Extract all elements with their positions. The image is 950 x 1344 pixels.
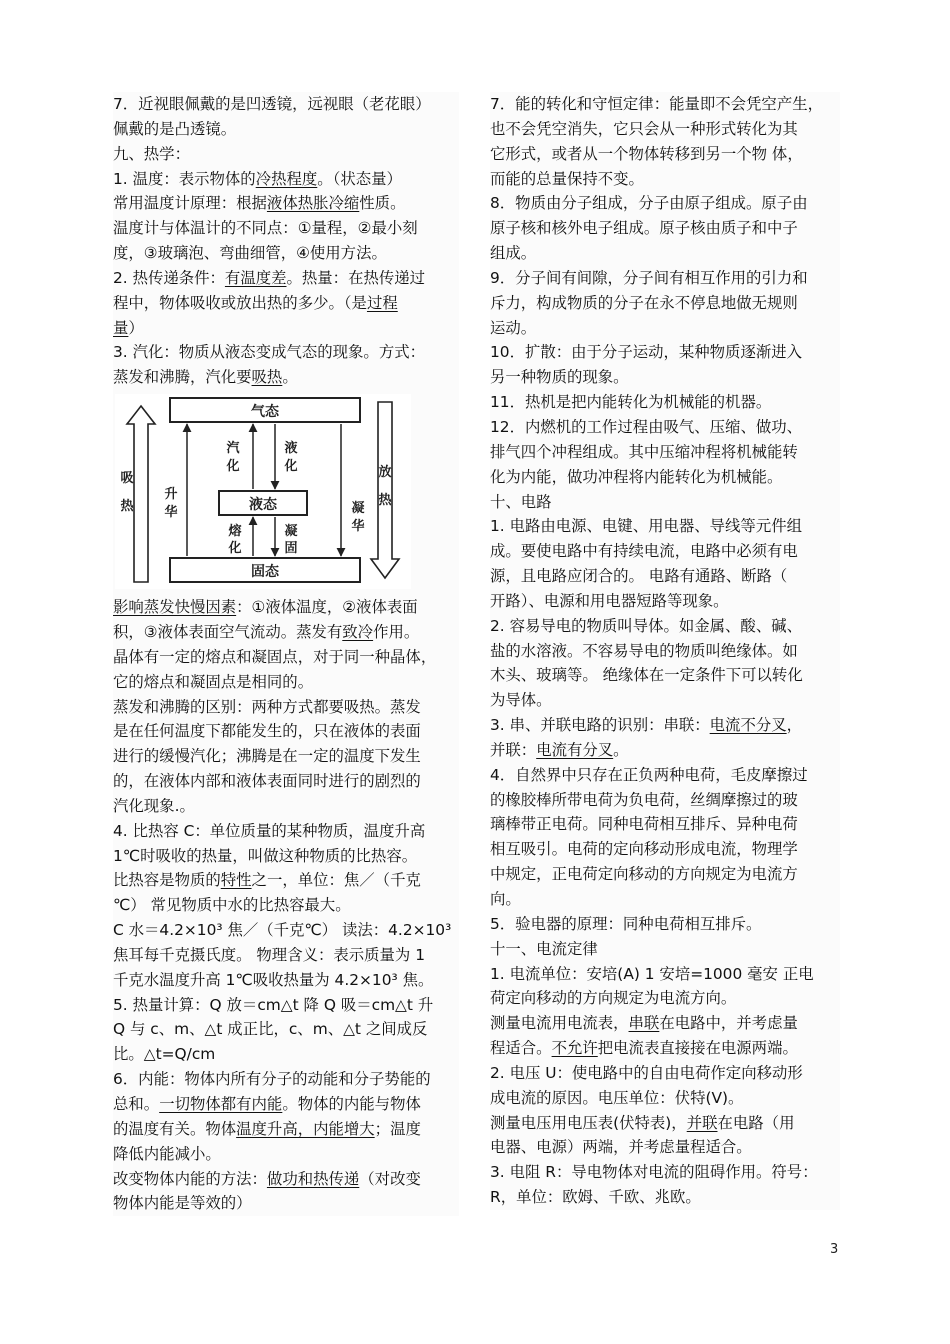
text-line	[490, 167, 840, 192]
gas-label: 气态	[251, 404, 279, 421]
para-7	[113, 92, 459, 142]
text-segment: 向。	[490, 890, 521, 908]
liquefy-char-1: 液	[284, 441, 298, 457]
underlined-text: 吸热	[251, 368, 283, 387]
text-segment: 的，在液体内部和液体表面同时进行的剧烈的	[113, 772, 421, 791]
text-line	[490, 365, 840, 390]
text-line	[113, 291, 459, 316]
text-segment: （对改变	[359, 1169, 421, 1188]
text-segment: 程适合。	[490, 1039, 552, 1058]
text-segment: 它的熔点和凝固点是相同的。	[113, 672, 314, 691]
text-line	[490, 191, 840, 216]
text-line	[490, 986, 840, 1011]
underlined-text: 过程	[366, 293, 398, 312]
text-segment: 降低内能减小。	[113, 1144, 221, 1163]
text-line	[113, 918, 459, 943]
text-segment: 进行的缓慢汽化；沸腾是在一定的温度下发生	[113, 747, 421, 766]
text-segment: 的橡胶棒所带电荷为负电荷，丝绸摩擦过的玻	[490, 790, 798, 809]
state-change-diagram-svg	[115, 394, 411, 589]
text-line	[113, 943, 459, 968]
text-segment: 它形式，或者从一个物体转移到另一个物 体，	[490, 144, 803, 163]
text-line	[113, 620, 459, 645]
text-line	[113, 191, 459, 216]
text-segment: 排气四个冲程组成。其中压缩冲程将机械能转	[490, 442, 798, 461]
text-line	[490, 514, 840, 539]
text-segment: 晶体有一定的熔点和凝固点，对于同一种晶体，	[113, 647, 437, 666]
text-segment: 比。△t=Q/cm	[113, 1045, 216, 1064]
text-segment: 8．物质由分子组成，分子由原子组成。原子由	[490, 194, 808, 213]
text-line	[490, 1061, 840, 1086]
underlined-text: 量	[113, 318, 129, 337]
text-segment: 测量电压用电压表(伏特表)，	[490, 1113, 687, 1132]
desublimate-char-1: 凝	[351, 501, 365, 517]
absorb-heat-arrow	[127, 406, 155, 582]
text-segment: 把电流表直接接在电源两端。	[597, 1039, 798, 1058]
melt-char-1: 熔	[228, 524, 242, 540]
text-segment: 在电路（用	[717, 1113, 795, 1132]
text-segment: 1. 温度：表示物体的	[113, 169, 256, 188]
text-segment: 成。要使电路中有持续电流，电路中必须有电	[490, 542, 798, 561]
text-segment: 3. 汽化：物质从液态变成气态的现象。方式：	[113, 343, 425, 362]
text-segment: C 水＝4.2×10³ 焦／（千克℃） 读法：4.2×10³	[113, 921, 452, 940]
text-segment: 盐的水溶液。不容易导电的物质叫绝缘体。如	[490, 641, 798, 660]
text-segment: 化为内能，做功冲程将内能转化为机械能。	[490, 467, 783, 486]
text-segment: 2. 热传递条件：	[113, 268, 225, 287]
text-line	[113, 1167, 459, 1192]
text-line	[113, 1092, 459, 1117]
text-segment: 。	[613, 740, 629, 759]
text-line	[113, 645, 459, 670]
release-char-1: 放	[378, 465, 392, 481]
text-segment: 璃棒带正电荷。同种电荷相互排斥、异种电荷	[490, 815, 798, 834]
text-line	[490, 688, 840, 713]
text-line	[113, 266, 459, 291]
underlined-text: 不允许	[551, 1039, 598, 1058]
text-segment: 佩戴的是凸透镜。	[113, 119, 237, 138]
text-segment: 9．分子间有间隙，分子间有相互作用的引力和	[490, 268, 808, 287]
text-line	[490, 639, 840, 664]
text-line	[490, 788, 840, 813]
text-segment: ℃） 常见物质中水的比热容最大。	[113, 896, 351, 915]
text-segment: 5．验电器的原理：同种电荷相互排斥。	[490, 914, 762, 933]
text-line	[490, 92, 840, 117]
underlined-text: 冷热程度	[255, 169, 318, 188]
text-line	[113, 1067, 459, 1092]
sublimate-char-1: 升	[164, 487, 178, 503]
text-line	[113, 1042, 459, 1067]
text-line	[113, 117, 459, 142]
text-segment: 测量电流用电流表，	[490, 1014, 629, 1033]
para-specific-heat	[113, 819, 459, 993]
text-segment: 10．扩散：由于分子运动，某种物质逐渐进入	[490, 343, 803, 362]
text-segment: 3. 电阻 R：导电物体对电流的阻碍作用。符号：	[490, 1163, 818, 1182]
text-line	[490, 937, 840, 962]
text-segment: 3. 串、并联电路的识别：串联：	[490, 716, 710, 735]
text-segment: ：①液体温度，②液体表面	[236, 598, 418, 617]
liquid-label: 液态	[249, 497, 277, 514]
page-number: 3	[830, 1242, 839, 1257]
text-segment: 之一，单位：焦／（千克	[251, 871, 421, 890]
text-line	[113, 744, 459, 769]
text-line	[113, 216, 459, 241]
heat-section-title: 九、热学：	[113, 144, 190, 163]
text-line	[490, 912, 840, 937]
text-segment: 12．内燃机的工作过程由吸气、压缩、做功、	[490, 417, 803, 436]
underlined-text: 致冷	[342, 622, 374, 641]
text-line	[113, 769, 459, 794]
underlined-text: 并联	[686, 1113, 718, 1132]
text-line	[490, 316, 840, 341]
text-segment: 源，且电路应闭合的。 电路有通路、断路（	[490, 567, 788, 586]
text-segment: 原子核和核外电子组成。原子核由质子和中子	[490, 219, 798, 238]
text-segment: 蒸发和沸腾的区别：两种方式都要吸热。蒸发	[113, 697, 421, 716]
para-evaporation	[113, 595, 459, 819]
text-segment: 组成。	[490, 244, 537, 263]
text-line	[490, 291, 840, 316]
text-segment: 焦耳每千克摄氏度。 物理含义：表示质量为 1	[113, 945, 425, 964]
text-segment: 7．近视眼佩戴的是凹透镜，远视眼（老花眼）	[113, 95, 431, 113]
text-segment: 蒸发和沸腾，汽化要	[113, 368, 252, 387]
absorb-char-1: 吸	[120, 471, 134, 487]
text-line	[490, 117, 840, 142]
solidify-char-1: 凝	[284, 524, 298, 540]
vaporize-char-1: 汽	[226, 441, 240, 457]
text-line	[490, 837, 840, 862]
text-line	[113, 819, 459, 844]
text-line	[490, 340, 840, 365]
text-segment: 开路）、电源和用电器短路等现象。	[490, 591, 729, 610]
text-line	[490, 812, 840, 837]
text-line	[490, 266, 840, 291]
solid-label: 固态	[251, 564, 279, 581]
text-line	[113, 968, 459, 993]
text-segment: Q 与 c、m、△t 成正比，c、m、△t 之间成反	[113, 1020, 428, 1039]
text-segment: 性质。	[359, 194, 406, 213]
text-segment: 4. 比热容 C：单位质量的某种物质，温度升高	[113, 821, 426, 840]
text-line	[490, 1111, 840, 1136]
text-segment: 。物体的内能与物体	[282, 1095, 421, 1113]
underlined-text: 串联	[628, 1014, 660, 1033]
text-segment: ，	[786, 716, 803, 735]
text-segment: 为导体。	[490, 691, 552, 710]
text-segment: 。	[282, 368, 298, 387]
underlined-text: 特性	[220, 871, 252, 890]
text-segment: 汽化现象.。	[113, 796, 195, 815]
text-line	[113, 1017, 459, 1042]
left-column	[113, 92, 459, 1216]
vaporize-char-2: 化	[226, 459, 240, 475]
text-line	[490, 663, 840, 688]
underlined-text: 液体热胀冷缩	[266, 194, 360, 213]
text-segment: ）	[128, 318, 144, 337]
text-line	[490, 490, 840, 515]
text-segment: 6．内能：物体内所有分子的动能和分子势能的	[113, 1070, 431, 1089]
text-line	[113, 993, 459, 1018]
text-segment: 运动。	[490, 318, 537, 337]
text-segment: 程中，物体吸收或放出热的多少。（是	[113, 293, 367, 312]
text-segment: 中规定，正电荷定向移动的方向规定为电流方	[490, 865, 798, 884]
para-temperature	[113, 167, 459, 266]
text-segment: 5. 热量计算：Q 放＝cm△t 降 Q 吸＝cm△t 升	[113, 995, 434, 1014]
text-segment: 斥力，构成物质的分子在永不停息地做无规则	[490, 293, 798, 312]
release-char-2: 热	[378, 493, 392, 509]
text-segment: 2. 容易导电的物质叫导体。如金属、酸、碱、	[490, 616, 802, 635]
text-line	[490, 862, 840, 887]
text-line	[490, 713, 840, 738]
text-segment: 电器、电源）两端，并考虑量程适合。	[490, 1138, 752, 1157]
para-internal-energy	[113, 1067, 459, 1216]
text-segment: 的温度有关。物体	[113, 1119, 237, 1138]
sublimate-char-2: 华	[164, 505, 178, 521]
text-segment: 。热量：在热传递过	[286, 268, 426, 287]
text-line	[490, 962, 840, 987]
text-segment: 积，③液体表面空气流动。蒸发有	[113, 622, 343, 641]
text-line	[113, 316, 459, 341]
right-column	[490, 92, 840, 1210]
text-segment: 4．自然界中只存在正负两种电荷，毛皮摩擦过	[490, 765, 808, 784]
text-segment: 木头、玻璃等。 绝缘体在一定条件下可以转化	[490, 666, 803, 685]
text-segment: 并联：	[490, 740, 537, 759]
text-segment: 1℃时吸收的热量，叫做这种物质的比热容。	[113, 846, 418, 865]
text-line	[113, 868, 459, 893]
text-segment: 相互吸引。电荷的定向移动形成电流，物理学	[490, 840, 798, 859]
text-segment: 比热容是物质的	[113, 871, 221, 890]
underlined-text: 做功和热传递	[266, 1169, 360, 1188]
text-line	[113, 695, 459, 720]
text-line	[490, 440, 840, 465]
absorb-char-2: 热	[120, 499, 134, 515]
text-line	[490, 1011, 840, 1036]
para-heat-calc	[113, 993, 459, 1068]
text-line	[490, 1185, 840, 1210]
text-line	[113, 719, 459, 744]
text-segment: 荷定向移动的方向规定为电流方向。	[490, 989, 737, 1008]
text-line	[490, 465, 840, 490]
text-segment: 十一、电流定律	[490, 939, 598, 958]
release-heat-arrow	[371, 402, 399, 578]
text-segment: 是在任何温度下都能发生的，只在液体的表面	[113, 722, 421, 741]
underlined-text: 影响蒸发快慢因素	[113, 598, 237, 617]
text-line	[490, 614, 840, 639]
text-line	[113, 340, 459, 365]
text-segment: 另一种物质的现象。	[490, 368, 629, 387]
underlined-text: 电流不分叉	[709, 716, 787, 735]
text-segment: 温度计与体温计的不同点：①量程，②最小刻	[113, 219, 418, 238]
melt-char-2: 化	[228, 541, 242, 557]
text-segment: 物体内能是等效的）	[113, 1194, 252, 1213]
text-segment: 千克水温度升高 1℃吸收热量为 4.2×10³ 焦。	[113, 970, 434, 989]
para-heat-transfer	[113, 266, 459, 341]
text-line	[490, 564, 840, 589]
text-line	[113, 1191, 459, 1216]
text-segment: 1. 电流单位：安培(A) 1 安培=1000 毫安 正电	[490, 964, 814, 983]
text-line	[490, 1160, 840, 1185]
text-segment: 也不会凭空消失，它只会从一种形式转化为其	[490, 119, 798, 138]
text-line	[113, 167, 459, 192]
text-segment: 。（状态量）	[317, 169, 402, 188]
text-segment: 2. 电压 U：使电路中的自由电荷作定向移动形	[490, 1063, 803, 1082]
text-segment: 1. 电路由电源、电键、用电器、导线等元件组	[490, 517, 802, 536]
text-line	[490, 1036, 840, 1061]
text-segment: 总和。	[113, 1095, 160, 1113]
para-vaporization	[113, 340, 459, 390]
text-segment: R，单位：欧姆、千欧、兆欧。	[490, 1188, 701, 1207]
right-paragraphs	[490, 92, 840, 1210]
text-segment: ；温度	[374, 1119, 421, 1138]
text-line	[490, 415, 840, 440]
text-segment: 7．能的转化和守恒定律：能量即不会凭空产生，	[490, 95, 823, 113]
underlined-text: 一切物体都有内能	[159, 1095, 283, 1113]
text-line	[113, 92, 459, 117]
text-line	[113, 241, 459, 266]
text-line	[113, 1117, 459, 1142]
text-line	[490, 763, 840, 788]
solidify-char-2: 固	[284, 541, 298, 557]
text-segment: 11．热机是把内能转化为机械能的机器。	[490, 393, 772, 412]
text-segment: 在电路中，并考虑量	[659, 1014, 798, 1033]
text-line	[490, 142, 840, 167]
text-line	[113, 893, 459, 918]
text-segment: 而能的总量保持不变。	[490, 169, 644, 188]
text-line	[113, 794, 459, 819]
text-segment: 改变物体内能的方法：	[113, 1169, 267, 1188]
text-segment: 成电流的原因。电压单位：伏特(V)。	[490, 1088, 744, 1107]
text-line	[113, 1142, 459, 1167]
text-line	[490, 738, 840, 763]
text-line	[113, 844, 459, 869]
text-line	[490, 589, 840, 614]
text-line	[113, 595, 459, 620]
text-line	[490, 1135, 840, 1160]
text-segment: 作用。	[373, 622, 420, 641]
text-segment: 常用温度计原理：根据	[113, 194, 267, 213]
underlined-text: 有温度差	[224, 268, 287, 287]
text-line	[490, 1086, 840, 1111]
text-line	[490, 887, 840, 912]
text-line	[113, 365, 459, 390]
text-segment: 度，③玻璃泡、弯曲细管，④使用方法。	[113, 244, 387, 263]
text-segment: 十、电路	[490, 492, 552, 511]
underlined-text: 电流有分叉	[536, 740, 614, 759]
underlined-text: 温度升高，内能增大	[236, 1119, 375, 1138]
text-line	[490, 241, 840, 266]
text-line	[490, 390, 840, 415]
text-line	[490, 216, 840, 241]
liquefy-char-2: 化	[284, 459, 298, 475]
text-line	[113, 670, 459, 695]
state-change-diagram	[115, 394, 411, 589]
text-line	[490, 539, 840, 564]
desublimate-char-2: 华	[351, 519, 365, 535]
